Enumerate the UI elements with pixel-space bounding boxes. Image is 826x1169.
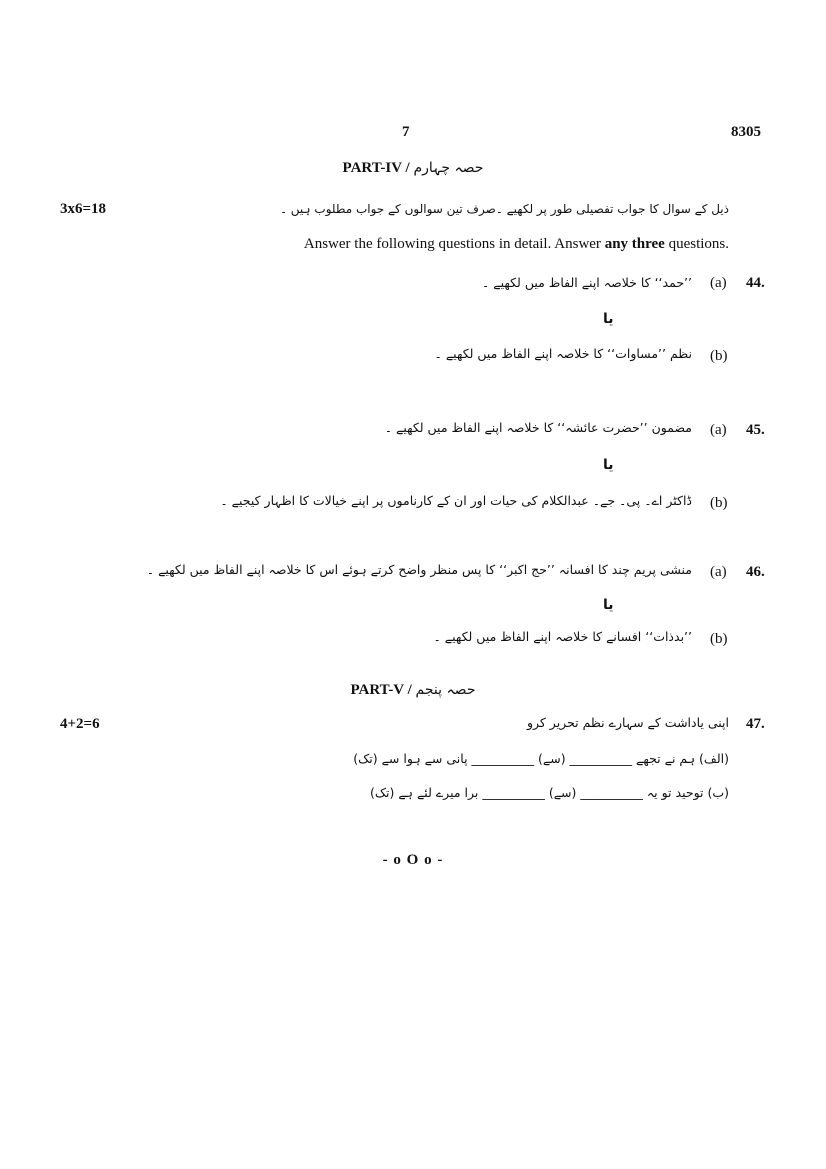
part4-marks: 3x6=18: [60, 201, 107, 217]
q46-or: یا: [603, 597, 614, 613]
part4-title: [0, 160, 826, 177]
q45-a-label: (a): [710, 422, 727, 438]
part5-title-ur: حصہ پنجم: [415, 682, 476, 698]
instruction-en-after: questions.: [668, 236, 729, 252]
page-number: 7: [402, 124, 410, 140]
q46-b-label: (b): [710, 631, 728, 647]
paper-code: 8305: [731, 124, 761, 140]
q46-number: 46.: [746, 564, 765, 580]
q46-a-text: منشی پریم چند کا افسانہ ’’حج اکبر‘‘ کا پس منظر واضح کرتے ہوئے اس کا خلاصہ اپنے الفاظ میں لکھیے ۔: [146, 562, 692, 577]
q44-a-label: (a): [710, 275, 727, 291]
part5-title: [0, 682, 826, 699]
q47-line1: (الف) ہم نے تجھے __________ (سے) __________ پانی سے ہوا سے (تک): [353, 751, 729, 766]
q46-b-text: ’’بدذات‘‘ افسانے کا خلاصہ اپنے الفاظ میں لکھیے ۔: [433, 629, 692, 644]
part5-title-en: PART-V /: [350, 682, 412, 698]
q45-a-text: مضمون ’’حضرت عائشہ‘‘ کا خلاصہ اپنے الفاظ میں لکھیے ۔: [384, 420, 692, 435]
q47-text: اپنی یاداشت کے سہارے نظم تحریر کرو: [526, 715, 729, 730]
q45-b-label: (b): [710, 495, 728, 511]
q46-a-label: (a): [710, 564, 727, 580]
part4-instruction-ur: ذیل کے سوال کا جواب تفصیلی طور پر لکھیے ۔صرف تین سوالوں کے جواب مطلوب ہیں ۔: [279, 202, 729, 216]
q47-line2: (ب) توحید تو یہ __________ (سے) __________ برا میرے لئے ہے (تک): [369, 785, 729, 800]
instruction-en-bold: any three: [604, 236, 665, 252]
q44-b-text: نظم ’’مساوات‘‘ کا خلاصہ اپنے الفاظ میں لکھیے ۔: [434, 346, 692, 361]
part4-title-en: PART-IV /: [342, 160, 410, 176]
end-mark: - o O o -: [382, 852, 444, 868]
instruction-en-before: Answer the following questions in detail. Answer: [303, 236, 601, 252]
q44-a-text: ’’حمد‘‘ کا خلاصہ اپنے الفاظ میں لکھیے ۔: [481, 275, 692, 290]
q45-or: یا: [603, 457, 614, 473]
part5-marks: 4+2=6: [60, 716, 100, 732]
q45-number: 45.: [746, 422, 765, 438]
q44-number: 44.: [746, 275, 765, 291]
q45-b-text: ڈاکٹر اے۔ پی۔ جے۔ عبدالکلام کی حیات اور ان کے کارناموں پر اپنے خیالات کا اظہار کیجیے ۔: [220, 493, 692, 508]
part4-instruction-en: [304, 236, 729, 253]
q47-number: 47.: [746, 716, 765, 732]
part4-title-ur: حصہ چہارم: [413, 160, 484, 176]
q44-b-label: (b): [710, 348, 728, 364]
q44-or: یا: [603, 311, 614, 327]
